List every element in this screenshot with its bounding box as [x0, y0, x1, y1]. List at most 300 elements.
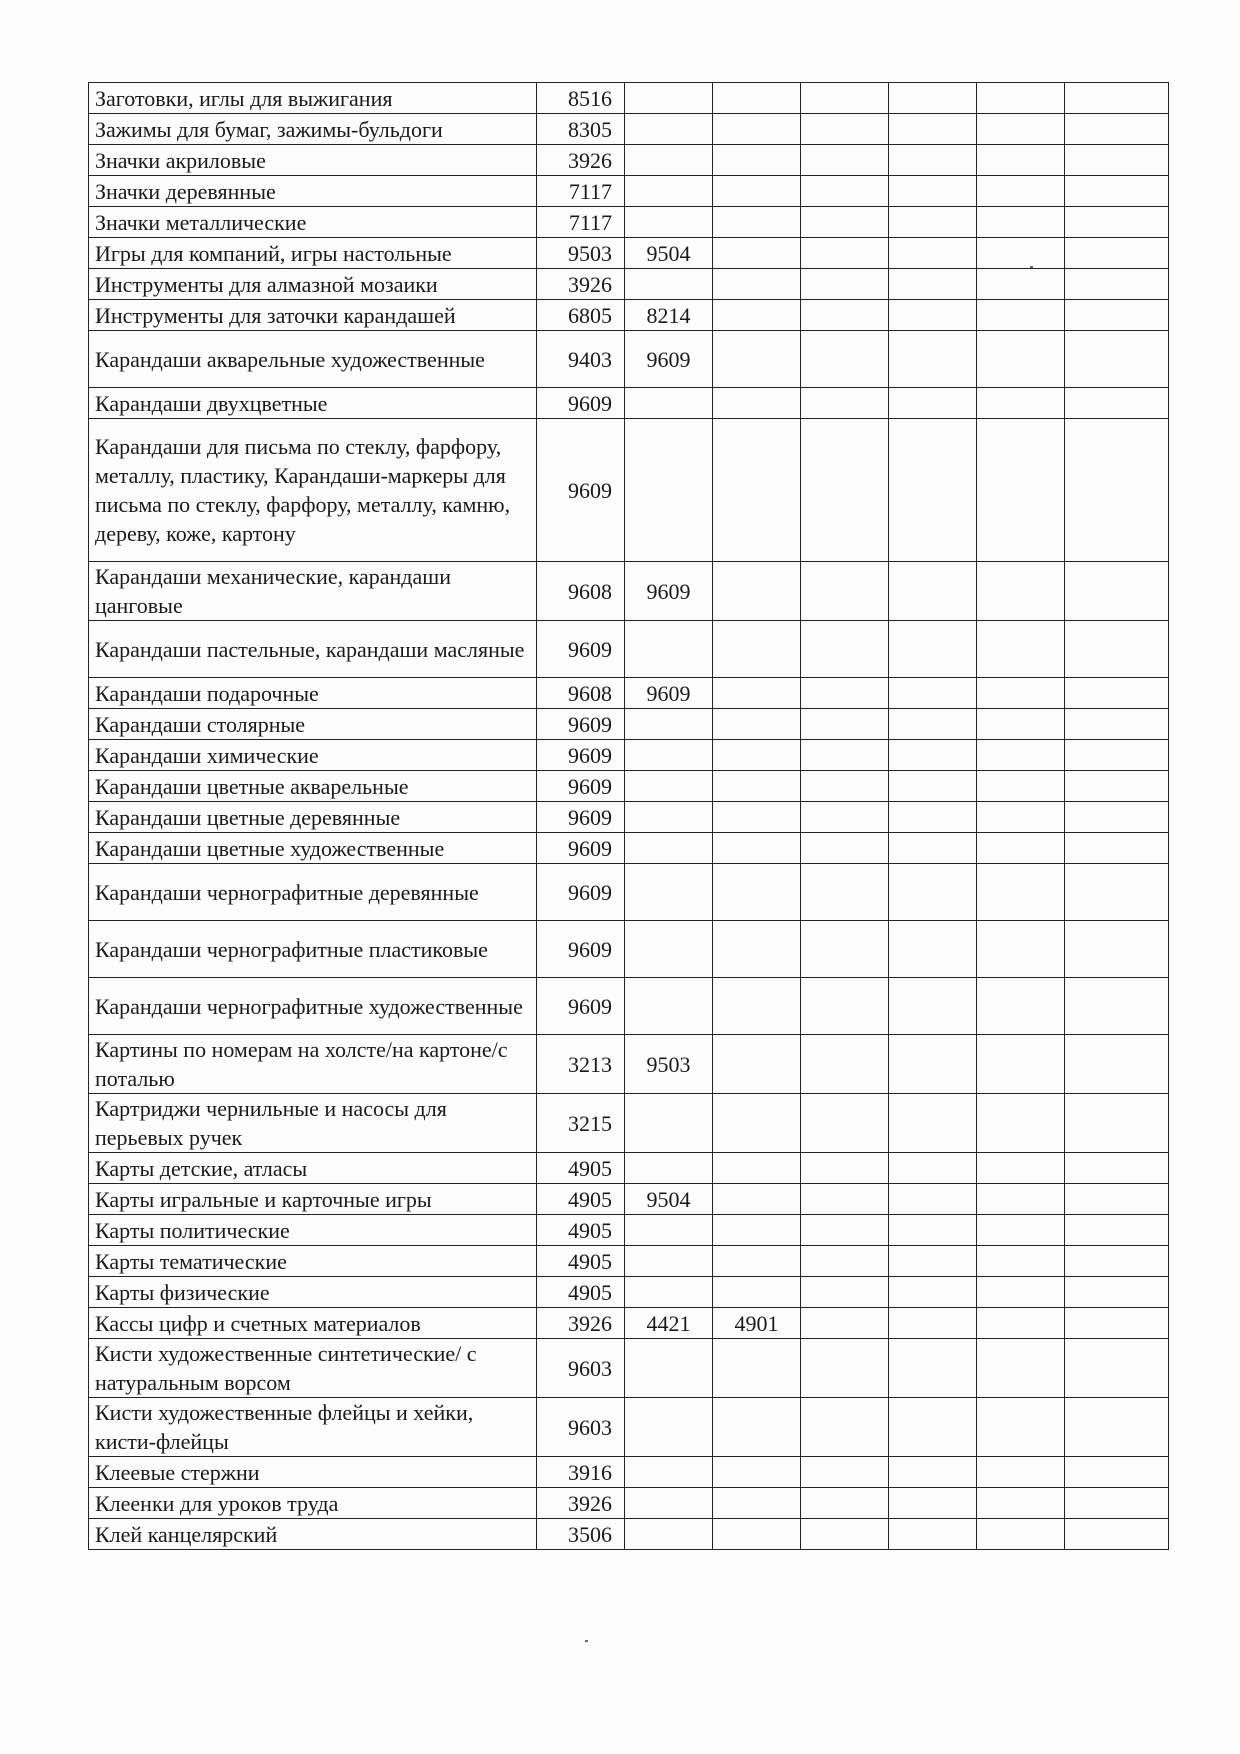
code-cell-4 — [801, 1246, 889, 1277]
item-name-cell: Значки деревянные — [89, 176, 537, 207]
code-cell-3 — [713, 833, 801, 864]
code-cell-4 — [801, 300, 889, 331]
code-cell-1: 3916 — [537, 1457, 625, 1488]
code-cell-6 — [977, 709, 1065, 740]
item-name-cell: Карты тематические — [89, 1246, 537, 1277]
item-name-cell: Карандаши акварельные художественные — [89, 331, 537, 388]
code-cell-1: 9609 — [537, 388, 625, 419]
code-cell-7 — [1065, 238, 1169, 269]
code-cell-3 — [713, 176, 801, 207]
table-row — [89, 1215, 1169, 1246]
code-cell-2 — [625, 1246, 713, 1277]
code-cell-2 — [625, 1339, 713, 1398]
item-name-cell: Карандаши химические — [89, 740, 537, 771]
code-cell-5 — [889, 1488, 977, 1519]
code-cell-6 — [977, 1215, 1065, 1246]
item-name-cell: Клей канцелярский — [89, 1519, 537, 1550]
code-cell-5 — [889, 771, 977, 802]
code-cell-6 — [977, 238, 1065, 269]
code-cell-7 — [1065, 978, 1169, 1035]
item-name-cell: Карандаши механические, карандаши цанговые — [89, 562, 537, 621]
item-name-cell: Карты игральные и карточные игры — [89, 1184, 537, 1215]
code-cell-5 — [889, 1398, 977, 1457]
code-cell-6 — [977, 300, 1065, 331]
code-cell-2 — [625, 83, 713, 114]
table-row — [89, 709, 1169, 740]
code-cell-7 — [1065, 1398, 1169, 1457]
code-cell-5 — [889, 621, 977, 678]
table-row — [89, 621, 1169, 678]
code-cell-7 — [1065, 1153, 1169, 1184]
code-cell-1: 9609 — [537, 921, 625, 978]
table-row — [89, 1339, 1169, 1398]
item-name-cell: Карты детские, атласы — [89, 1153, 537, 1184]
code-cell-5 — [889, 419, 977, 562]
item-name-cell: Карандаши для письма по стеклу, фарфору, металлу, пластику, Карандаши-маркеры для письма по стеклу, фарфору, металлу, камню, дереву, коже, картону — [89, 419, 537, 562]
code-cell-4 — [801, 388, 889, 419]
code-cell-1: 9609 — [537, 864, 625, 921]
code-cell-6 — [977, 833, 1065, 864]
code-cell-4 — [801, 1094, 889, 1153]
code-cell-4 — [801, 771, 889, 802]
code-cell-3 — [713, 419, 801, 562]
code-cell-1: 4905 — [537, 1184, 625, 1215]
table-row — [89, 802, 1169, 833]
code-cell-3 — [713, 1457, 801, 1488]
code-cell-4 — [801, 921, 889, 978]
code-cell-5 — [889, 207, 977, 238]
code-cell-4 — [801, 740, 889, 771]
code-cell-1: 9609 — [537, 419, 625, 562]
item-name-cell: Игры для компаний, игры настольные — [89, 238, 537, 269]
code-cell-7 — [1065, 562, 1169, 621]
code-cell-6 — [977, 269, 1065, 300]
code-cell-6 — [977, 388, 1065, 419]
code-cell-5 — [889, 678, 977, 709]
code-cell-7 — [1065, 771, 1169, 802]
code-cell-4 — [801, 1488, 889, 1519]
code-cell-6 — [977, 978, 1065, 1035]
table-row — [89, 1308, 1169, 1339]
code-cell-2: 4421 — [625, 1308, 713, 1339]
code-cell-7 — [1065, 1308, 1169, 1339]
code-cell-6 — [977, 114, 1065, 145]
code-cell-5 — [889, 921, 977, 978]
item-name-cell: Кисти художественные синтетические/ с натуральным ворсом — [89, 1339, 537, 1398]
code-cell-6 — [977, 921, 1065, 978]
code-cell-5 — [889, 1184, 977, 1215]
code-cell-3 — [713, 300, 801, 331]
code-cell-7 — [1065, 114, 1169, 145]
code-cell-4 — [801, 83, 889, 114]
code-cell-1: 4905 — [537, 1215, 625, 1246]
code-cell-2: 9504 — [625, 1184, 713, 1215]
code-cell-1: 8305 — [537, 114, 625, 145]
code-cell-5 — [889, 1277, 977, 1308]
code-cell-2 — [625, 802, 713, 833]
code-cell-4 — [801, 978, 889, 1035]
code-cell-1: 3506 — [537, 1519, 625, 1550]
code-cell-3 — [713, 1488, 801, 1519]
code-cell-2 — [625, 921, 713, 978]
code-cell-1: 3213 — [537, 1035, 625, 1094]
code-cell-6 — [977, 1339, 1065, 1398]
code-cell-1: 3926 — [537, 1488, 625, 1519]
code-cell-3 — [713, 678, 801, 709]
code-cell-4 — [801, 562, 889, 621]
code-cell-2: 9609 — [625, 562, 713, 621]
code-cell-6 — [977, 1184, 1065, 1215]
code-cell-6 — [977, 1519, 1065, 1550]
code-cell-1: 6805 — [537, 300, 625, 331]
code-cell-2 — [625, 833, 713, 864]
scan-speck — [585, 1640, 588, 1642]
item-name-cell: Карандаши цветные художественные — [89, 833, 537, 864]
code-cell-1: 7117 — [537, 207, 625, 238]
item-name-cell: Клеевые стержни — [89, 1457, 537, 1488]
code-cell-6 — [977, 621, 1065, 678]
code-cell-2 — [625, 621, 713, 678]
code-cell-3 — [713, 388, 801, 419]
code-cell-4 — [801, 1457, 889, 1488]
code-cell-7 — [1065, 833, 1169, 864]
table-row — [89, 1398, 1169, 1457]
code-cell-7 — [1065, 1215, 1169, 1246]
code-cell-7 — [1065, 388, 1169, 419]
code-cell-5 — [889, 300, 977, 331]
code-cell-7 — [1065, 419, 1169, 562]
code-cell-3 — [713, 238, 801, 269]
code-cell-7 — [1065, 145, 1169, 176]
code-cell-6 — [977, 207, 1065, 238]
code-cell-1: 9503 — [537, 238, 625, 269]
code-cell-2 — [625, 771, 713, 802]
code-cell-3 — [713, 621, 801, 678]
code-cell-6 — [977, 83, 1065, 114]
code-cell-1: 9608 — [537, 678, 625, 709]
code-cell-4 — [801, 176, 889, 207]
table-row — [89, 1153, 1169, 1184]
code-cell-3 — [713, 562, 801, 621]
item-name-cell: Карандаши цветные деревянные — [89, 802, 537, 833]
code-cell-6 — [977, 1153, 1065, 1184]
code-cell-1: 4905 — [537, 1246, 625, 1277]
code-cell-5 — [889, 1094, 977, 1153]
code-cell-7 — [1065, 1094, 1169, 1153]
code-cell-2: 9609 — [625, 331, 713, 388]
code-cell-6 — [977, 802, 1065, 833]
table-row — [89, 176, 1169, 207]
code-cell-1: 9609 — [537, 833, 625, 864]
code-cell-7 — [1065, 1488, 1169, 1519]
code-cell-2 — [625, 1094, 713, 1153]
table-row — [89, 921, 1169, 978]
code-cell-3 — [713, 864, 801, 921]
code-cell-4 — [801, 1519, 889, 1550]
code-cell-1: 4905 — [537, 1277, 625, 1308]
code-cell-6 — [977, 1094, 1065, 1153]
code-cell-3 — [713, 114, 801, 145]
code-cell-1: 9609 — [537, 771, 625, 802]
code-cell-2 — [625, 1488, 713, 1519]
code-cell-4 — [801, 1277, 889, 1308]
code-cell-1: 9603 — [537, 1398, 625, 1457]
code-cell-3 — [713, 83, 801, 114]
code-cell-3 — [713, 771, 801, 802]
item-name-cell: Карандаши чернографитные художественные — [89, 978, 537, 1035]
code-cell-6 — [977, 678, 1065, 709]
customs-codes-table — [88, 82, 1169, 1550]
code-cell-5 — [889, 176, 977, 207]
item-name-cell: Кассы цифр и счетных материалов — [89, 1308, 537, 1339]
code-cell-6 — [977, 1488, 1065, 1519]
code-cell-1: 8516 — [537, 83, 625, 114]
code-cell-2: 9504 — [625, 238, 713, 269]
table-row — [89, 833, 1169, 864]
code-cell-4 — [801, 331, 889, 388]
table-row — [89, 83, 1169, 114]
code-cell-5 — [889, 269, 977, 300]
code-cell-1: 3926 — [537, 269, 625, 300]
item-name-cell: Кисти художественные флейцы и хейки, кисти-флейцы — [89, 1398, 537, 1457]
table-row — [89, 388, 1169, 419]
item-name-cell: Зажимы для бумаг, зажимы-бульдоги — [89, 114, 537, 145]
item-name-cell: Карандаши пастельные, карандаши масляные — [89, 621, 537, 678]
code-cell-7 — [1065, 83, 1169, 114]
code-cell-6 — [977, 771, 1065, 802]
code-cell-3 — [713, 1035, 801, 1094]
code-cell-4 — [801, 145, 889, 176]
code-cell-1: 3926 — [537, 145, 625, 176]
code-cell-7 — [1065, 802, 1169, 833]
code-cell-5 — [889, 1519, 977, 1550]
table-row — [89, 1184, 1169, 1215]
code-cell-7 — [1065, 921, 1169, 978]
item-name-cell: Карандаши цветные акварельные — [89, 771, 537, 802]
code-cell-5 — [889, 1153, 977, 1184]
code-cell-4 — [801, 833, 889, 864]
code-cell-3 — [713, 709, 801, 740]
code-cell-7 — [1065, 678, 1169, 709]
table-row — [89, 300, 1169, 331]
code-cell-1: 3215 — [537, 1094, 625, 1153]
code-cell-2 — [625, 207, 713, 238]
code-cell-3: 4901 — [713, 1308, 801, 1339]
code-cell-3 — [713, 207, 801, 238]
code-cell-7 — [1065, 1246, 1169, 1277]
code-cell-3 — [713, 1153, 801, 1184]
code-cell-1: 9609 — [537, 709, 625, 740]
code-cell-3 — [713, 921, 801, 978]
code-cell-5 — [889, 864, 977, 921]
item-name-cell: Инструменты для заточки карандашей — [89, 300, 537, 331]
code-cell-3 — [713, 331, 801, 388]
code-cell-3 — [713, 145, 801, 176]
code-cell-3 — [713, 1398, 801, 1457]
code-cell-1: 9609 — [537, 978, 625, 1035]
code-cell-3 — [713, 1215, 801, 1246]
code-cell-2: 8214 — [625, 300, 713, 331]
code-cell-2: 9609 — [625, 678, 713, 709]
code-cell-1: 7117 — [537, 176, 625, 207]
code-cell-6 — [977, 1035, 1065, 1094]
table-row — [89, 145, 1169, 176]
table-row — [89, 238, 1169, 269]
item-name-cell: Карандаши подарочные — [89, 678, 537, 709]
table-row — [89, 771, 1169, 802]
code-cell-2 — [625, 1398, 713, 1457]
code-cell-6 — [977, 1246, 1065, 1277]
code-cell-5 — [889, 1246, 977, 1277]
code-cell-2 — [625, 269, 713, 300]
code-cell-5 — [889, 802, 977, 833]
item-name-cell: Карты политические — [89, 1215, 537, 1246]
code-cell-6 — [977, 145, 1065, 176]
code-cell-5 — [889, 388, 977, 419]
code-cell-5 — [889, 1339, 977, 1398]
item-name-cell: Значки акриловые — [89, 145, 537, 176]
code-cell-6 — [977, 331, 1065, 388]
item-name-cell: Карандаши чернографитные деревянные — [89, 864, 537, 921]
code-cell-2 — [625, 419, 713, 562]
item-name-cell: Инструменты для алмазной мозаики — [89, 269, 537, 300]
item-name-cell: Карандаши столярные — [89, 709, 537, 740]
code-cell-7 — [1065, 176, 1169, 207]
code-cell-4 — [801, 678, 889, 709]
code-cell-2 — [625, 709, 713, 740]
code-cell-6 — [977, 562, 1065, 621]
code-cell-3 — [713, 1339, 801, 1398]
code-cell-3 — [713, 1519, 801, 1550]
item-name-cell: Карты физические — [89, 1277, 537, 1308]
code-cell-1: 3926 — [537, 1308, 625, 1339]
code-cell-7 — [1065, 269, 1169, 300]
code-cell-7 — [1065, 1277, 1169, 1308]
code-cell-4 — [801, 1398, 889, 1457]
table-row — [89, 1094, 1169, 1153]
code-cell-2 — [625, 740, 713, 771]
item-name-cell: Значки металлические — [89, 207, 537, 238]
code-cell-2 — [625, 145, 713, 176]
code-cell-5 — [889, 331, 977, 388]
table-row — [89, 207, 1169, 238]
code-cell-1: 9609 — [537, 740, 625, 771]
code-cell-4 — [801, 1153, 889, 1184]
code-cell-5 — [889, 1308, 977, 1339]
code-cell-6 — [977, 419, 1065, 562]
code-cell-7 — [1065, 1339, 1169, 1398]
code-cell-2 — [625, 1215, 713, 1246]
code-cell-5 — [889, 833, 977, 864]
table-row — [89, 1246, 1169, 1277]
code-cell-4 — [801, 864, 889, 921]
item-name-cell: Клеенки для уроков труда — [89, 1488, 537, 1519]
item-name-cell: Заготовки, иглы для выжигания — [89, 83, 537, 114]
code-cell-2 — [625, 176, 713, 207]
code-cell-7 — [1065, 709, 1169, 740]
code-cell-4 — [801, 207, 889, 238]
code-cell-5 — [889, 1035, 977, 1094]
code-cell-5 — [889, 83, 977, 114]
code-cell-2 — [625, 1457, 713, 1488]
code-cell-4 — [801, 1339, 889, 1398]
code-cell-7 — [1065, 331, 1169, 388]
scan-speck — [1030, 266, 1033, 268]
code-cell-4 — [801, 269, 889, 300]
item-name-cell: Карандаши двухцветные — [89, 388, 537, 419]
item-name-cell: Картины по номерам на холсте/на картоне/с поталью — [89, 1035, 537, 1094]
code-cell-2 — [625, 978, 713, 1035]
code-cell-5 — [889, 114, 977, 145]
code-cell-5 — [889, 145, 977, 176]
code-cell-2 — [625, 1153, 713, 1184]
table-row — [89, 978, 1169, 1035]
code-cell-7 — [1065, 207, 1169, 238]
code-cell-3 — [713, 1094, 801, 1153]
code-cell-7 — [1065, 740, 1169, 771]
code-cell-7 — [1065, 621, 1169, 678]
code-cell-4 — [801, 114, 889, 145]
code-cell-7 — [1065, 864, 1169, 921]
code-cell-5 — [889, 978, 977, 1035]
code-cell-6 — [977, 1308, 1065, 1339]
code-cell-4 — [801, 419, 889, 562]
table-row — [89, 114, 1169, 145]
code-cell-4 — [801, 709, 889, 740]
code-cell-2 — [625, 864, 713, 921]
table-row — [89, 1519, 1169, 1550]
code-cell-4 — [801, 238, 889, 269]
item-name-cell: Карандаши чернографитные пластиковые — [89, 921, 537, 978]
code-cell-7 — [1065, 1457, 1169, 1488]
code-cell-4 — [801, 1035, 889, 1094]
code-cell-3 — [713, 1246, 801, 1277]
code-cell-3 — [713, 978, 801, 1035]
code-cell-3 — [713, 1277, 801, 1308]
code-cell-4 — [801, 1215, 889, 1246]
code-cell-7 — [1065, 1035, 1169, 1094]
code-cell-1: 9603 — [537, 1339, 625, 1398]
code-cell-4 — [801, 1184, 889, 1215]
code-cell-6 — [977, 1398, 1065, 1457]
table-row — [89, 740, 1169, 771]
code-cell-3 — [713, 802, 801, 833]
code-cell-5 — [889, 562, 977, 621]
code-cell-6 — [977, 740, 1065, 771]
code-cell-6 — [977, 1457, 1065, 1488]
code-cell-2 — [625, 1519, 713, 1550]
table-row — [89, 562, 1169, 621]
table-row — [89, 331, 1169, 388]
code-cell-1: 9609 — [537, 621, 625, 678]
code-cell-4 — [801, 621, 889, 678]
code-cell-1: 9403 — [537, 331, 625, 388]
table-row — [89, 1457, 1169, 1488]
table-row — [89, 864, 1169, 921]
code-cell-5 — [889, 1457, 977, 1488]
code-cell-5 — [889, 1215, 977, 1246]
code-cell-6 — [977, 864, 1065, 921]
code-cell-3 — [713, 740, 801, 771]
code-cell-5 — [889, 709, 977, 740]
code-cell-4 — [801, 802, 889, 833]
code-cell-1: 4905 — [537, 1153, 625, 1184]
item-name-cell: Картриджи чернильные и насосы для перьевых ручек — [89, 1094, 537, 1153]
code-cell-7 — [1065, 1519, 1169, 1550]
table-row — [89, 1488, 1169, 1519]
code-cell-1: 9608 — [537, 562, 625, 621]
code-cell-5 — [889, 740, 977, 771]
